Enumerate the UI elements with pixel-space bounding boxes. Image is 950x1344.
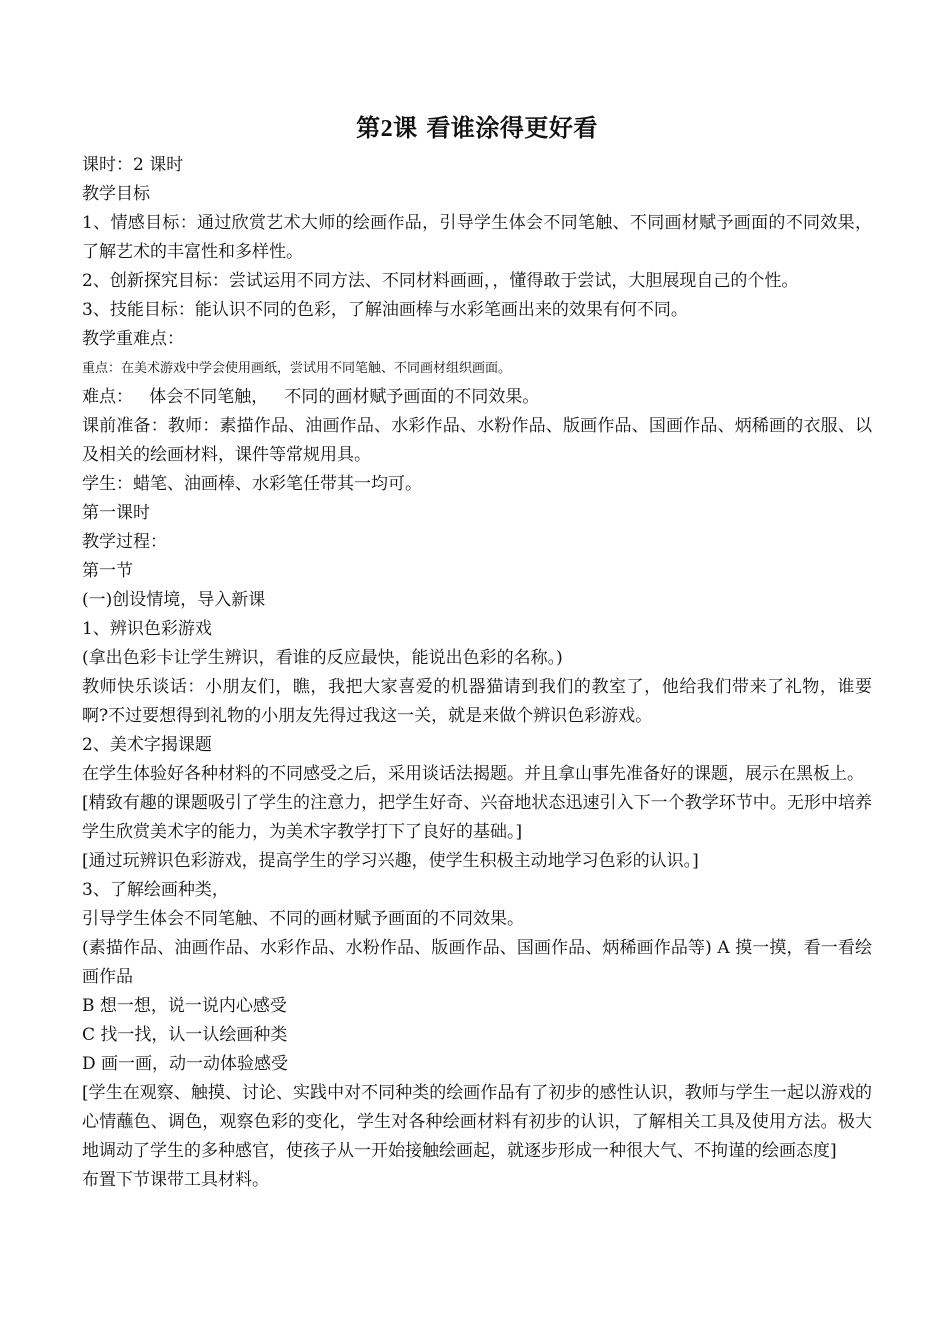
title-number: 2 — [380, 116, 394, 142]
objective-innovation: 2、创新探究目标：尝试运用不同方法、不同材料画画，，懂得敢于尝试，大胆展现自己的个性。 — [82, 271, 799, 291]
activity-b: B 想一想，说一说内心感受 — [82, 996, 287, 1016]
step-art-title: 2、美术字揭课题 — [82, 735, 212, 755]
first-lesson-heading: 第一课时 — [82, 503, 150, 523]
section-heading-key-points: 教学重难点： — [82, 329, 184, 349]
title-suffix: 课 看谁涂得更好看 — [393, 113, 598, 142]
section-heading-objectives: 教学目标 — [82, 184, 150, 204]
preparation-student: 学生：蜡笔、油画棒、水彩笔任带其一均可。 — [82, 474, 422, 494]
objective-skill: 3、技能目标：能认识不同的色彩，了解油画棒与水彩笔画出来的效果有何不同。 — [82, 300, 688, 320]
design-note-title: [精致有趣的课题吸引了学生的注意力，把学生好奇、兴奋地状态迅速引入下一个教学环节中。无形中培养学生欣赏美术字的能力，为美术字教学打下了良好的基础。] — [82, 793, 872, 842]
preparation-teacher: 课前准备：教师：素描作品、油画作品、水彩作品、水粉作品、版画作品、国画作品、炳稀画的衣服、以及相关的绘画材料，课件等常规用具。 — [82, 416, 872, 465]
homework-note: 布置下节课带工具材料。 — [82, 1170, 269, 1190]
color-game-note: (拿出色彩卡让学生辨识，看谁的反应最快，能说出色彩的名称。) — [82, 648, 563, 668]
lesson-hours: 课时：2 课时 — [82, 155, 184, 175]
painting-types-list: (素描作品、油画作品、水彩作品、水粉作品、版画作品、国画作品、炳稀画作品等) A 摸一摸，看一看绘画作品 — [82, 938, 872, 987]
document-page — [82, 108, 872, 1195]
step-painting-types: 3、了解绘画种类， — [82, 880, 229, 900]
process-heading: 教学过程： — [82, 532, 167, 552]
art-title-description: 在学生体验好各种材料的不同感受之后，采用谈话法揭题。并且拿山事先准备好的课题，展示在黑板上。 — [82, 764, 864, 784]
activity-d: D 画一画，动一动体验感受 — [82, 1054, 289, 1074]
design-note-game: [通过玩辨识色彩游戏，提高学生的学习兴趣，使学生积极主动地学习色彩的认识。] — [82, 851, 699, 871]
design-note-observation: [学生在观察、触摸、讨论、实践中对不同种类的绘画作品有了初步的感性认识，教师与学生一起以游戏的心情蘸色、调色，观察色彩的变化，学生对各种绘画材料有初步的认识，了解相关工具及使用方法。极大地调动了学生的多种感官，使孩子从一开始接触绘画起，就逐步形成一种很大气、不拘谨的绘画态度] — [82, 1083, 872, 1161]
step-color-game: 1、辨识色彩游戏 — [82, 619, 212, 639]
section-one-heading: 第一节 — [82, 561, 133, 581]
key-point: 重点：在美术游戏中学会使用画纸，尝试用不同笔触、不同画材组织画面。 — [82, 361, 512, 376]
activity-c: C 找一找，认一认绘画种类 — [82, 1025, 288, 1045]
step-create-context: (一)创设情境，导入新课 — [82, 590, 266, 610]
lesson-title — [82, 108, 872, 149]
painting-types-guide: 引导学生体会不同笔触、不同的画材赋予画面的不同效果。 — [82, 909, 524, 929]
difficult-point: 难点： 体会不同笔触， 不同的画材赋予画面的不同效果。 — [82, 387, 540, 407]
title-prefix: 第 — [356, 113, 381, 142]
objective-emotion: 1、情感目标：通过欣赏艺术大师的绘画作品，引导学生体会不同笔触、不同画材赋予画面的不同效果，了解艺术的丰富性和多样性。 — [82, 213, 872, 262]
teacher-talk: 教师快乐谈话：小朋友们，瞧，我把大家喜爱的机器猫请到我们的教室了，他给我们带来了礼物，谁要啊?不过要想得到礼物的小朋友先得过我这一关，就是来做个辨识色彩游戏。 — [82, 677, 872, 726]
